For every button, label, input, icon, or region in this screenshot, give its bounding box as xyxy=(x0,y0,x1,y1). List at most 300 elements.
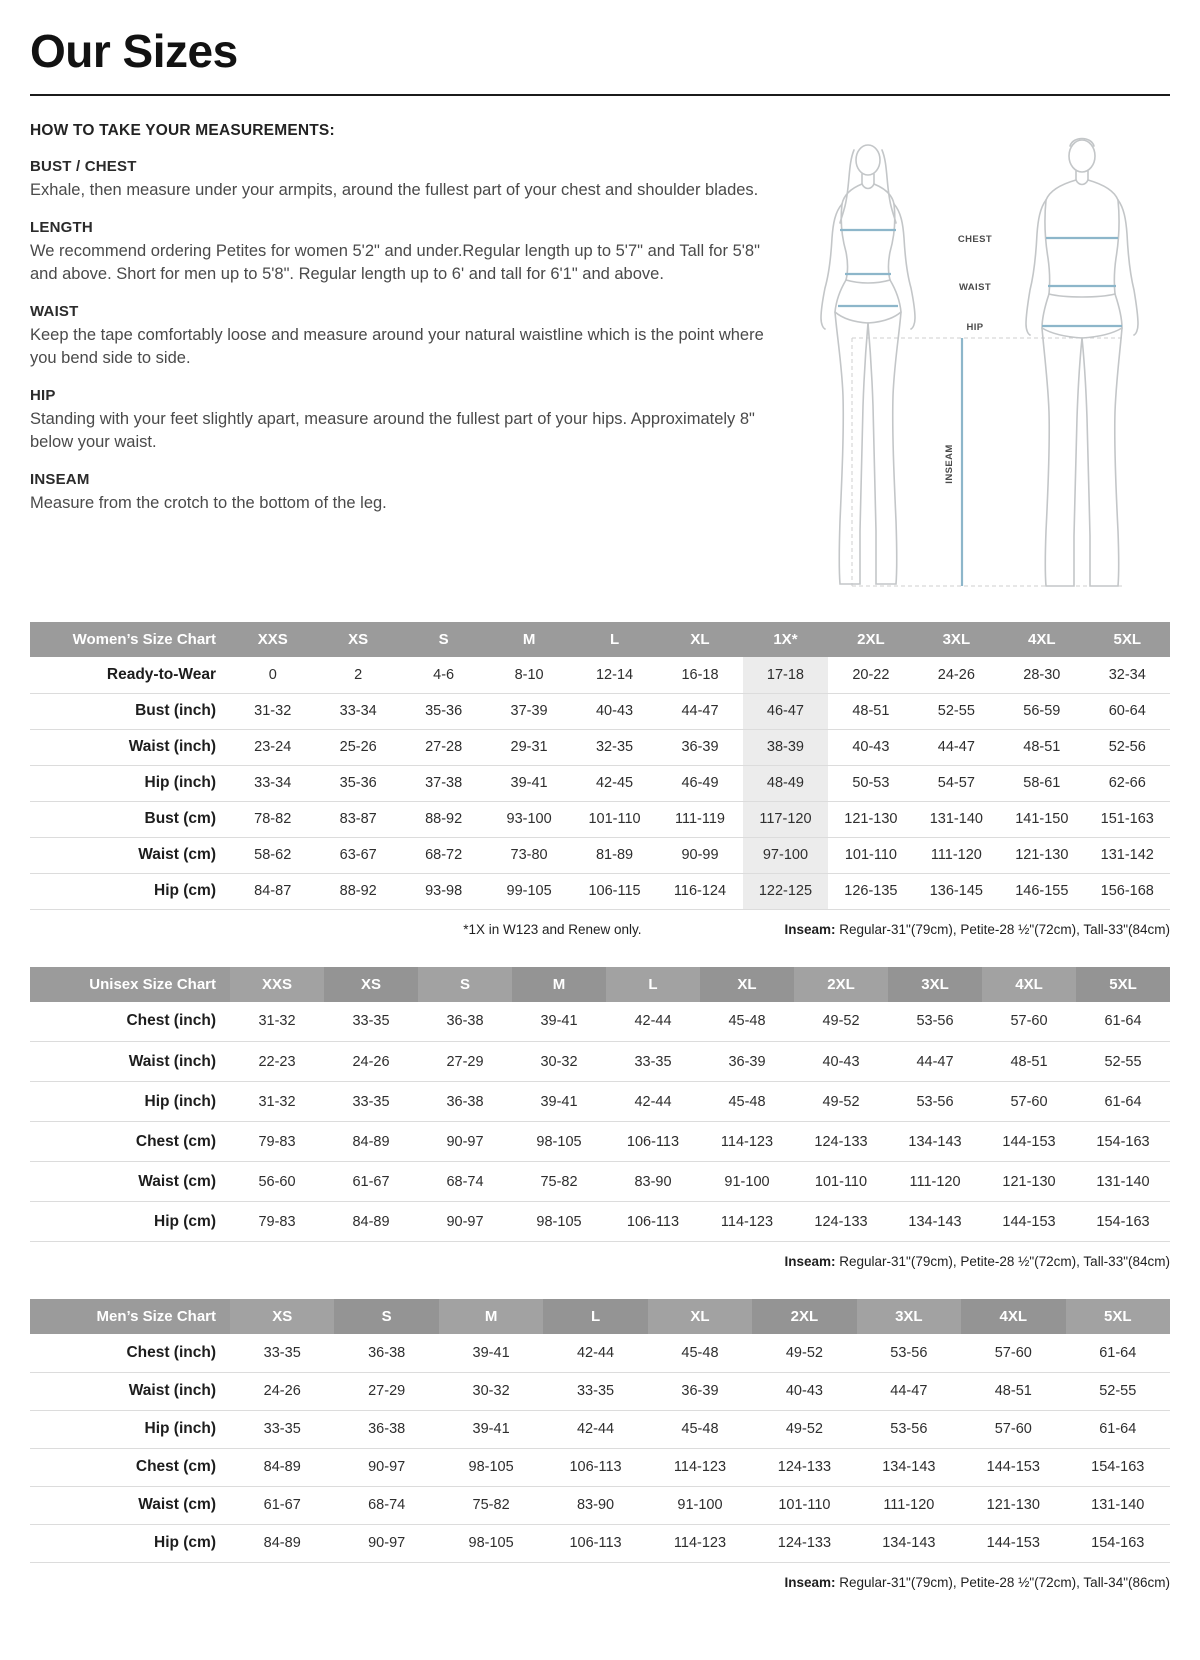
data-cell: 61-64 xyxy=(1066,1334,1171,1372)
data-cell: 36-38 xyxy=(334,1410,438,1448)
row-label: Hip (inch) xyxy=(30,1410,230,1448)
data-cell: 0 xyxy=(230,657,315,693)
column-header: L xyxy=(572,622,657,657)
data-cell: 33-35 xyxy=(543,1372,647,1410)
data-cell: 49-52 xyxy=(794,1002,888,1042)
data-cell: 16-18 xyxy=(657,657,742,693)
data-cell: 90-97 xyxy=(334,1524,438,1562)
hip-label: HIP xyxy=(966,322,984,333)
data-cell: 57-60 xyxy=(961,1410,1065,1448)
data-cell: 24-26 xyxy=(914,657,999,693)
data-cell: 39-41 xyxy=(512,1082,606,1122)
data-cell: 42-44 xyxy=(543,1334,647,1372)
data-cell: 52-55 xyxy=(1076,1042,1170,1082)
data-cell: 38-39 xyxy=(743,729,828,765)
data-cell: 84-89 xyxy=(230,1524,334,1562)
data-cell: 134-143 xyxy=(857,1524,961,1562)
column-header: L xyxy=(606,967,700,1002)
data-cell: 49-52 xyxy=(752,1410,856,1448)
data-cell: 83-87 xyxy=(315,801,400,837)
column-header: XL xyxy=(648,1299,752,1334)
data-cell: 124-133 xyxy=(752,1448,856,1486)
row-label: Hip (inch) xyxy=(30,765,230,801)
data-cell: 68-74 xyxy=(334,1486,438,1524)
table-row xyxy=(30,1122,1170,1162)
data-cell: 111-120 xyxy=(914,837,999,873)
data-cell: 75-82 xyxy=(512,1162,606,1202)
data-cell: 146-155 xyxy=(999,873,1084,909)
data-cell: 33-35 xyxy=(324,1082,418,1122)
column-header: XS xyxy=(230,1299,334,1334)
data-cell: 27-28 xyxy=(401,729,486,765)
data-cell: 83-90 xyxy=(606,1162,700,1202)
data-cell: 99-105 xyxy=(486,873,571,909)
row-label: Ready-to-Wear xyxy=(30,657,230,693)
section-title: BUST / CHEST xyxy=(30,158,137,175)
data-cell: 4-6 xyxy=(401,657,486,693)
data-cell: 37-38 xyxy=(401,765,486,801)
footnote-inseam: Inseam: Regular-31"(79cm), Petite-28 ½"(72cm), Tall-34"(86cm) xyxy=(784,1574,1170,1590)
row-label: Chest (inch) xyxy=(30,1334,230,1372)
data-cell: 33-35 xyxy=(324,1002,418,1042)
section-title: HIP xyxy=(30,387,56,405)
data-cell: 75-82 xyxy=(439,1486,543,1524)
data-cell: 134-143 xyxy=(888,1202,982,1242)
table-row xyxy=(30,657,1170,693)
data-cell: 33-34 xyxy=(315,693,400,729)
data-cell: 98-105 xyxy=(512,1122,606,1162)
data-cell: 57-60 xyxy=(982,1002,1076,1042)
unisex-size-chart xyxy=(30,967,1170,1270)
chest-label: CHEST xyxy=(957,234,993,245)
data-cell: 35-36 xyxy=(401,693,486,729)
table-row xyxy=(30,1410,1170,1448)
data-cell: 49-52 xyxy=(752,1334,856,1372)
row-label: Hip (cm) xyxy=(30,873,230,909)
data-cell: 62-66 xyxy=(1085,765,1170,801)
data-cell: 40-43 xyxy=(572,693,657,729)
data-cell: 42-44 xyxy=(606,1082,700,1122)
data-cell: 154-163 xyxy=(1076,1122,1170,1162)
column-header: M xyxy=(486,622,571,657)
column-header: 4XL xyxy=(982,967,1076,1002)
table-title: Women’s Size Chart xyxy=(30,622,230,657)
data-cell: 39-41 xyxy=(512,1002,606,1042)
data-cell: 31-32 xyxy=(230,1002,324,1042)
data-cell: 63-67 xyxy=(315,837,400,873)
size-tables xyxy=(30,622,1170,1590)
table-row xyxy=(30,1082,1170,1122)
data-cell: 36-38 xyxy=(418,1002,512,1042)
data-cell: 17-18 xyxy=(743,657,828,693)
data-cell: 44-47 xyxy=(657,693,742,729)
data-cell: 32-34 xyxy=(1085,657,1170,693)
column-header: S xyxy=(401,622,486,657)
data-cell: 84-89 xyxy=(324,1202,418,1242)
data-cell: 117-120 xyxy=(743,801,828,837)
row-label: Waist (cm) xyxy=(30,1162,230,1202)
title-divider xyxy=(30,94,1170,96)
data-cell: 81-89 xyxy=(572,837,657,873)
data-cell: 121-130 xyxy=(961,1486,1065,1524)
data-cell: 79-83 xyxy=(230,1202,324,1242)
data-cell: 60-64 xyxy=(1085,693,1170,729)
data-cell: 98-105 xyxy=(512,1202,606,1242)
data-cell: 124-133 xyxy=(794,1122,888,1162)
woman-figure xyxy=(821,145,915,584)
data-cell: 20-22 xyxy=(828,657,913,693)
section-body: Measure from the crotch to the bottom of the leg. xyxy=(30,494,387,513)
data-cell: 122-125 xyxy=(743,873,828,909)
data-cell: 53-56 xyxy=(857,1334,961,1372)
data-cell: 42-44 xyxy=(606,1002,700,1042)
row-label: Chest (cm) xyxy=(30,1448,230,1486)
column-header: 2XL xyxy=(752,1299,856,1334)
section-title: WAIST xyxy=(30,303,79,321)
data-cell: 36-38 xyxy=(418,1082,512,1122)
data-cell: 78-82 xyxy=(230,801,315,837)
women-size-chart xyxy=(30,622,1170,937)
data-cell: 68-74 xyxy=(418,1162,512,1202)
data-cell: 154-163 xyxy=(1066,1524,1171,1562)
footnote-inseam: Inseam: Regular-31"(79cm), Petite-28 ½"(72cm), Tall-33"(84cm) xyxy=(784,921,1170,937)
section-length xyxy=(30,219,772,285)
data-cell: 45-48 xyxy=(648,1410,752,1448)
table-row xyxy=(30,837,1170,873)
data-cell: 36-39 xyxy=(648,1372,752,1410)
data-cell: 40-43 xyxy=(752,1372,856,1410)
data-cell: 50-53 xyxy=(828,765,913,801)
data-cell: 141-150 xyxy=(999,801,1084,837)
table-title: Men’s Size Chart xyxy=(30,1299,230,1334)
data-cell: 106-113 xyxy=(543,1448,647,1486)
waist-label: WAIST xyxy=(958,282,992,293)
row-label: Bust (inch) xyxy=(30,693,230,729)
section-body: Keep the tape comfortably loose and measure around your natural waistline which is the point where you bend side to side. xyxy=(30,326,764,367)
data-cell: 22-23 xyxy=(230,1042,324,1082)
data-cell: 61-64 xyxy=(1076,1082,1170,1122)
data-cell: 131-140 xyxy=(1076,1162,1170,1202)
data-cell: 91-100 xyxy=(700,1162,794,1202)
data-cell: 151-163 xyxy=(1085,801,1170,837)
table-row xyxy=(30,1002,1170,1042)
data-cell: 111-120 xyxy=(857,1486,961,1524)
data-cell: 56-60 xyxy=(230,1162,324,1202)
data-cell: 57-60 xyxy=(961,1334,1065,1372)
data-cell: 154-163 xyxy=(1066,1448,1171,1486)
column-header: L xyxy=(543,1299,647,1334)
row-label: Waist (cm) xyxy=(30,1486,230,1524)
data-cell: 84-89 xyxy=(324,1122,418,1162)
data-cell: 101-110 xyxy=(794,1162,888,1202)
data-cell: 98-105 xyxy=(439,1448,543,1486)
table-row xyxy=(30,1524,1170,1562)
data-cell: 61-64 xyxy=(1066,1410,1171,1448)
data-cell: 101-110 xyxy=(572,801,657,837)
column-header: 1X* xyxy=(743,622,828,657)
man-figure xyxy=(1026,139,1138,587)
howto-heading: HOW TO TAKE YOUR MEASUREMENTS: xyxy=(30,122,335,139)
table-row xyxy=(30,1486,1170,1524)
data-cell: 33-35 xyxy=(230,1410,334,1448)
men-size-chart xyxy=(30,1299,1170,1590)
table-footnotes xyxy=(30,1575,1170,1590)
row-label: Chest (cm) xyxy=(30,1122,230,1162)
row-label: Hip (cm) xyxy=(30,1524,230,1562)
section-inseam xyxy=(30,471,772,514)
data-cell: 29-31 xyxy=(486,729,571,765)
measurement-diagram xyxy=(790,122,1170,596)
data-cell: 154-163 xyxy=(1076,1202,1170,1242)
data-cell: 144-153 xyxy=(982,1122,1076,1162)
data-cell: 126-135 xyxy=(828,873,913,909)
data-cell: 156-168 xyxy=(1085,873,1170,909)
data-cell: 32-35 xyxy=(572,729,657,765)
section-body: Standing with your feet slightly apart, measure around the fullest part of your hips. Approximately 8" below your waist. xyxy=(30,410,755,451)
data-cell: 36-39 xyxy=(700,1042,794,1082)
data-cell: 106-113 xyxy=(606,1122,700,1162)
section-body: We recommend ordering Petites for women 5'2" and under.Regular length up to 5'7" and Tall for 5'8" and above. Short for men up to 5'8". Regular length up to 6' and tall for 6'1" and above. xyxy=(30,242,760,283)
data-cell: 144-153 xyxy=(961,1524,1065,1562)
data-cell: 106-115 xyxy=(572,873,657,909)
row-label: Chest (inch) xyxy=(30,1002,230,1042)
column-header: XS xyxy=(324,967,418,1002)
data-cell: 53-56 xyxy=(888,1082,982,1122)
data-cell: 30-32 xyxy=(439,1372,543,1410)
column-header: XXS xyxy=(230,622,315,657)
row-label: Hip (cm) xyxy=(30,1202,230,1242)
data-cell: 58-62 xyxy=(230,837,315,873)
table-row xyxy=(30,801,1170,837)
data-cell: 68-72 xyxy=(401,837,486,873)
data-cell: 25-26 xyxy=(315,729,400,765)
data-cell: 121-130 xyxy=(982,1162,1076,1202)
data-cell: 106-113 xyxy=(543,1524,647,1562)
data-cell: 56-59 xyxy=(999,693,1084,729)
column-header: XL xyxy=(700,967,794,1002)
data-cell: 114-123 xyxy=(700,1122,794,1162)
table-row xyxy=(30,1162,1170,1202)
data-cell: 39-41 xyxy=(439,1410,543,1448)
data-cell: 44-47 xyxy=(857,1372,961,1410)
data-cell: 134-143 xyxy=(888,1122,982,1162)
data-cell: 54-57 xyxy=(914,765,999,801)
data-cell: 61-67 xyxy=(230,1486,334,1524)
section-waist xyxy=(30,303,772,369)
table-row xyxy=(30,693,1170,729)
column-header: 4XL xyxy=(999,622,1084,657)
data-cell: 33-35 xyxy=(230,1334,334,1372)
row-label: Hip (inch) xyxy=(30,1082,230,1122)
data-cell: 45-48 xyxy=(700,1082,794,1122)
footnote-inseam: Inseam: Regular-31"(79cm), Petite-28 ½"(72cm), Tall-33"(84cm) xyxy=(784,1254,1170,1269)
data-cell: 90-97 xyxy=(418,1202,512,1242)
data-cell: 93-100 xyxy=(486,801,571,837)
data-cell: 116-124 xyxy=(657,873,742,909)
data-cell: 124-133 xyxy=(794,1202,888,1242)
data-cell: 114-123 xyxy=(700,1202,794,1242)
data-cell: 79-83 xyxy=(230,1122,324,1162)
data-cell: 45-48 xyxy=(700,1002,794,1042)
data-cell: 36-39 xyxy=(657,729,742,765)
data-cell: 49-52 xyxy=(794,1082,888,1122)
women-table xyxy=(30,622,1170,910)
column-header: 4XL xyxy=(961,1299,1065,1334)
data-cell: 53-56 xyxy=(857,1410,961,1448)
column-header: 2XL xyxy=(794,967,888,1002)
data-cell: 114-123 xyxy=(648,1524,752,1562)
column-header: 3XL xyxy=(914,622,999,657)
data-cell: 131-140 xyxy=(914,801,999,837)
data-cell: 24-26 xyxy=(230,1372,334,1410)
data-cell: 44-47 xyxy=(888,1042,982,1082)
column-header: XS xyxy=(315,622,400,657)
data-cell: 52-55 xyxy=(914,693,999,729)
data-cell: 61-67 xyxy=(324,1162,418,1202)
data-cell: 8-10 xyxy=(486,657,571,693)
data-cell: 84-89 xyxy=(230,1448,334,1486)
data-cell: 111-120 xyxy=(888,1162,982,1202)
men-table xyxy=(30,1299,1170,1563)
data-cell: 33-34 xyxy=(230,765,315,801)
column-header: M xyxy=(439,1299,543,1334)
data-cell: 40-43 xyxy=(794,1042,888,1082)
data-cell: 48-49 xyxy=(743,765,828,801)
data-cell: 28-30 xyxy=(999,657,1084,693)
column-header: M xyxy=(512,967,606,1002)
table-row xyxy=(30,1448,1170,1486)
data-cell: 93-98 xyxy=(401,873,486,909)
table-title: Unisex Size Chart xyxy=(30,967,230,1002)
data-cell: 144-153 xyxy=(961,1448,1065,1486)
column-header: XL xyxy=(657,622,742,657)
data-cell: 12-14 xyxy=(572,657,657,693)
column-header: 2XL xyxy=(828,622,913,657)
data-cell: 97-100 xyxy=(743,837,828,873)
table-row xyxy=(30,1372,1170,1410)
data-cell: 83-90 xyxy=(543,1486,647,1524)
data-cell: 31-32 xyxy=(230,1082,324,1122)
row-label: Bust (cm) xyxy=(30,801,230,837)
data-cell: 90-97 xyxy=(334,1448,438,1486)
data-cell: 131-140 xyxy=(1066,1486,1171,1524)
row-label: Waist (cm) xyxy=(30,837,230,873)
unisex-table xyxy=(30,967,1170,1243)
data-cell: 144-153 xyxy=(982,1202,1076,1242)
data-cell: 101-110 xyxy=(828,837,913,873)
data-cell: 44-47 xyxy=(914,729,999,765)
data-cell: 58-61 xyxy=(999,765,1084,801)
data-cell: 121-130 xyxy=(828,801,913,837)
table-row xyxy=(30,765,1170,801)
data-cell: 2 xyxy=(315,657,400,693)
data-cell: 24-26 xyxy=(324,1042,418,1082)
row-label: Waist (inch) xyxy=(30,1042,230,1082)
data-cell: 39-41 xyxy=(439,1334,543,1372)
data-cell: 73-80 xyxy=(486,837,571,873)
data-cell: 23-24 xyxy=(230,729,315,765)
section-bust-chest xyxy=(30,158,772,201)
column-header: 5XL xyxy=(1066,1299,1171,1334)
data-cell: 37-39 xyxy=(486,693,571,729)
data-cell: 48-51 xyxy=(828,693,913,729)
data-cell: 53-56 xyxy=(888,1002,982,1042)
section-title: LENGTH xyxy=(30,219,93,237)
data-cell: 111-119 xyxy=(657,801,742,837)
body-figures-illustration xyxy=(790,126,1170,596)
table-row xyxy=(30,1334,1170,1372)
data-cell: 45-48 xyxy=(648,1334,752,1372)
data-cell: 46-47 xyxy=(743,693,828,729)
table-row xyxy=(30,1042,1170,1082)
inseam-label: INSEAM xyxy=(944,444,955,484)
data-cell: 48-51 xyxy=(999,729,1084,765)
data-cell: 30-32 xyxy=(512,1042,606,1082)
section-hip xyxy=(30,387,772,453)
data-cell: 98-105 xyxy=(439,1524,543,1562)
footnote-1x: *1X in W123 and Renew only. xyxy=(463,921,642,937)
table-row xyxy=(30,1202,1170,1242)
data-cell: 121-130 xyxy=(999,837,1084,873)
column-header: 5XL xyxy=(1085,622,1170,657)
data-cell: 57-60 xyxy=(982,1082,1076,1122)
data-cell: 101-110 xyxy=(752,1486,856,1524)
row-label: Waist (inch) xyxy=(30,1372,230,1410)
table-footnotes xyxy=(30,922,1170,937)
data-cell: 136-145 xyxy=(914,873,999,909)
data-cell: 91-100 xyxy=(648,1486,752,1524)
column-header: 5XL xyxy=(1076,967,1170,1002)
data-cell: 131-142 xyxy=(1085,837,1170,873)
table-row xyxy=(30,873,1170,909)
data-cell: 42-44 xyxy=(543,1410,647,1448)
data-cell: 124-133 xyxy=(752,1524,856,1562)
data-cell: 39-41 xyxy=(486,765,571,801)
data-cell: 52-55 xyxy=(1066,1372,1171,1410)
section-body: Exhale, then measure under your armpits, around the fullest part of your chest and shoulder blades. xyxy=(30,181,759,199)
data-cell: 114-123 xyxy=(648,1448,752,1486)
data-cell: 27-29 xyxy=(418,1042,512,1082)
data-cell: 48-51 xyxy=(961,1372,1065,1410)
data-cell: 27-29 xyxy=(334,1372,438,1410)
data-cell: 35-36 xyxy=(315,765,400,801)
data-cell: 84-87 xyxy=(230,873,315,909)
data-cell: 46-49 xyxy=(657,765,742,801)
data-cell: 33-35 xyxy=(606,1042,700,1082)
measurement-intro xyxy=(30,122,1170,596)
data-cell: 52-56 xyxy=(1085,729,1170,765)
data-cell: 48-51 xyxy=(982,1042,1076,1082)
data-cell: 90-97 xyxy=(418,1122,512,1162)
column-header: XXS xyxy=(230,967,324,1002)
table-footnotes xyxy=(30,1254,1170,1269)
measurement-instructions xyxy=(30,122,772,596)
section-title: INSEAM xyxy=(30,471,90,489)
data-cell: 88-92 xyxy=(315,873,400,909)
data-cell: 36-38 xyxy=(334,1334,438,1372)
page-title: Our Sizes xyxy=(30,25,238,77)
data-cell: 42-45 xyxy=(572,765,657,801)
table-row xyxy=(30,729,1170,765)
data-cell: 134-143 xyxy=(857,1448,961,1486)
data-cell: 88-92 xyxy=(401,801,486,837)
column-header: 3XL xyxy=(857,1299,961,1334)
data-cell: 40-43 xyxy=(828,729,913,765)
row-label: Waist (inch) xyxy=(30,729,230,765)
column-header: 3XL xyxy=(888,967,982,1002)
data-cell: 90-99 xyxy=(657,837,742,873)
data-cell: 61-64 xyxy=(1076,1002,1170,1042)
